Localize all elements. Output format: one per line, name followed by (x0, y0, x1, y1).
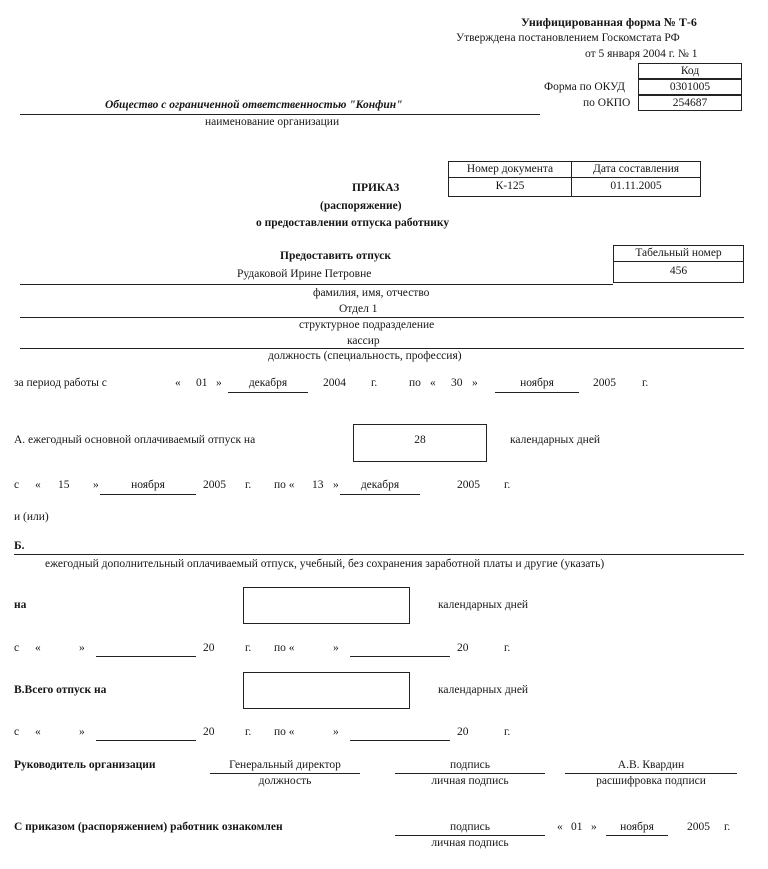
period-to-year: 2005 (593, 377, 616, 389)
period-to-month: ноября (520, 377, 554, 389)
section-b-days-box[interactable] (243, 587, 410, 624)
doc-number-value: К-125 (448, 177, 572, 197)
section-v-from-label: с (14, 726, 20, 738)
section-a-label: А. ежегодный основной оплачиваемый отпуск на (14, 434, 256, 446)
section-v-days-label: календарных дней (438, 684, 529, 696)
okpo-value: 254687 (638, 95, 742, 111)
section-a-to-day: 13 (312, 479, 324, 491)
approval-line-1: Утверждена постановлением Госкомстата РФ (456, 32, 680, 44)
section-b-from-close-quote: » (79, 642, 85, 654)
full-name-caption: фамилия, имя, отчество (313, 287, 430, 299)
period-from-open-quote: « (175, 377, 181, 389)
doc-date-header: Дата составления (571, 161, 701, 178)
period-from-month: декабря (248, 377, 288, 389)
period-to-label: по (409, 377, 421, 389)
okud-value: 0301005 (638, 79, 742, 95)
head-name-caption: расшифровка подписи (596, 775, 706, 787)
section-b-to-year-suffix: г. (504, 642, 511, 654)
section-v-to-label: по « (274, 726, 295, 738)
section-a-to-month: декабря (360, 479, 400, 491)
section-a-days: 28 (414, 434, 426, 446)
and-or-label: и (или) (14, 511, 49, 523)
section-b-to-year-prefix: 20 (457, 642, 469, 654)
doc-title: ПРИКАЗ (352, 182, 400, 194)
employee-full-name: Рудаковой Ирине Петровне (237, 268, 372, 280)
section-b-from-year-prefix: 20 (203, 642, 215, 654)
head-signature: подпись (449, 759, 491, 771)
period-to-open-quote: « (430, 377, 436, 389)
section-a-days-label: календарных дней (510, 434, 601, 446)
position-caption: должность (специальность, профессия) (268, 350, 462, 362)
period-to-year-suffix: г. (642, 377, 649, 389)
section-a-to-label: по « (274, 479, 295, 491)
head-position-caption: должность (258, 775, 312, 787)
tab-number-header: Табельный номер (613, 245, 744, 262)
head-label: Руководитель организации (14, 759, 156, 771)
doc-date-value: 01.11.2005 (571, 177, 701, 197)
section-a-from-close-quote: » (93, 479, 99, 491)
section-v-from-close-quote: » (79, 726, 85, 738)
period-to-day: 30 (451, 377, 463, 389)
section-v-days-box[interactable] (243, 672, 410, 709)
ack-year: 2005 (687, 821, 710, 833)
grant-label: Предоставить отпуск (280, 250, 391, 262)
section-b-from-year-suffix: г. (245, 642, 252, 654)
section-b-label: Б. (14, 540, 25, 552)
period-from-year: 2004 (323, 377, 346, 389)
ack-open-quote: « (557, 821, 563, 833)
section-v-label: В.Всего отпуск на (14, 684, 107, 696)
doc-subtitle: (распоряжение) (320, 200, 402, 212)
ack-year-suffix: г. (724, 821, 731, 833)
tab-number-value: 456 (613, 261, 744, 283)
period-label: за период работы с (14, 377, 107, 389)
section-a-to-close-quote: » (333, 479, 339, 491)
section-a-from-label: с (14, 479, 20, 491)
department-value: Отдел 1 (339, 303, 378, 315)
section-a-from-year-suffix: г. (245, 479, 252, 491)
organization-caption: наименование организации (205, 116, 340, 128)
section-a-from-month: ноября (131, 479, 165, 491)
section-v-to-year-suffix: г. (504, 726, 511, 738)
head-position: Генеральный директор (229, 759, 341, 771)
head-signature-caption: личная подпись (431, 775, 509, 787)
section-a-from-year: 2005 (203, 479, 226, 491)
section-v-to-year-prefix: 20 (457, 726, 469, 738)
section-a-to-year-suffix: г. (504, 479, 511, 491)
section-v-from-year-suffix: г. (245, 726, 252, 738)
section-b-from-label: с (14, 642, 20, 654)
organization-name: Общество с ограниченной ответственностью "Конфин" (105, 99, 403, 111)
form-name: Унифицированная форма № Т-6 (521, 15, 697, 29)
head-name: А.В. Квардин (617, 759, 685, 771)
section-a-from-day: 15 (58, 479, 70, 491)
approval-line-2: от 5 января 2004 г. № 1 (585, 48, 698, 60)
okpo-label: по ОКПО (583, 97, 631, 109)
section-a-to-year: 2005 (457, 479, 480, 491)
section-v-from-year-prefix: 20 (203, 726, 215, 738)
ack-month: ноября (620, 821, 654, 833)
section-v-from-open-quote: « (35, 726, 41, 738)
ack-day: 01 (571, 821, 583, 833)
section-v-to-close-quote: » (333, 726, 339, 738)
section-b-days-label: календарных дней (438, 599, 529, 611)
period-from-year-suffix: г. (371, 377, 378, 389)
section-b-description: ежегодный дополнительный оплачиваемый отпуск, учебный, без сохранения заработной платы и другие (указать) (45, 558, 605, 570)
period-from-close-quote: » (216, 377, 222, 389)
period-to-close-quote: » (472, 377, 478, 389)
section-b-to-label: по « (274, 642, 295, 654)
acknowledgement-label: С приказом (распоряжением) работник ознакомлен (14, 821, 283, 833)
department-caption: структурное подразделение (299, 319, 435, 331)
ack-close-quote: » (591, 821, 597, 833)
section-b-from-open-quote: « (35, 642, 41, 654)
section-b-to-close-quote: » (333, 642, 339, 654)
section-b-on-label: на (14, 599, 27, 611)
code-header: Код (638, 63, 742, 79)
doc-subject: о предоставлении отпуска работнику (256, 217, 450, 229)
doc-number-header: Номер документа (448, 161, 572, 178)
position-value: кассир (347, 335, 380, 347)
section-a-from-open-quote: « (35, 479, 41, 491)
period-from-day: 01 (196, 377, 208, 389)
okud-label: Форма по ОКУД (544, 81, 625, 93)
ack-signature: подпись (449, 821, 491, 833)
ack-signature-caption: личная подпись (431, 837, 509, 849)
